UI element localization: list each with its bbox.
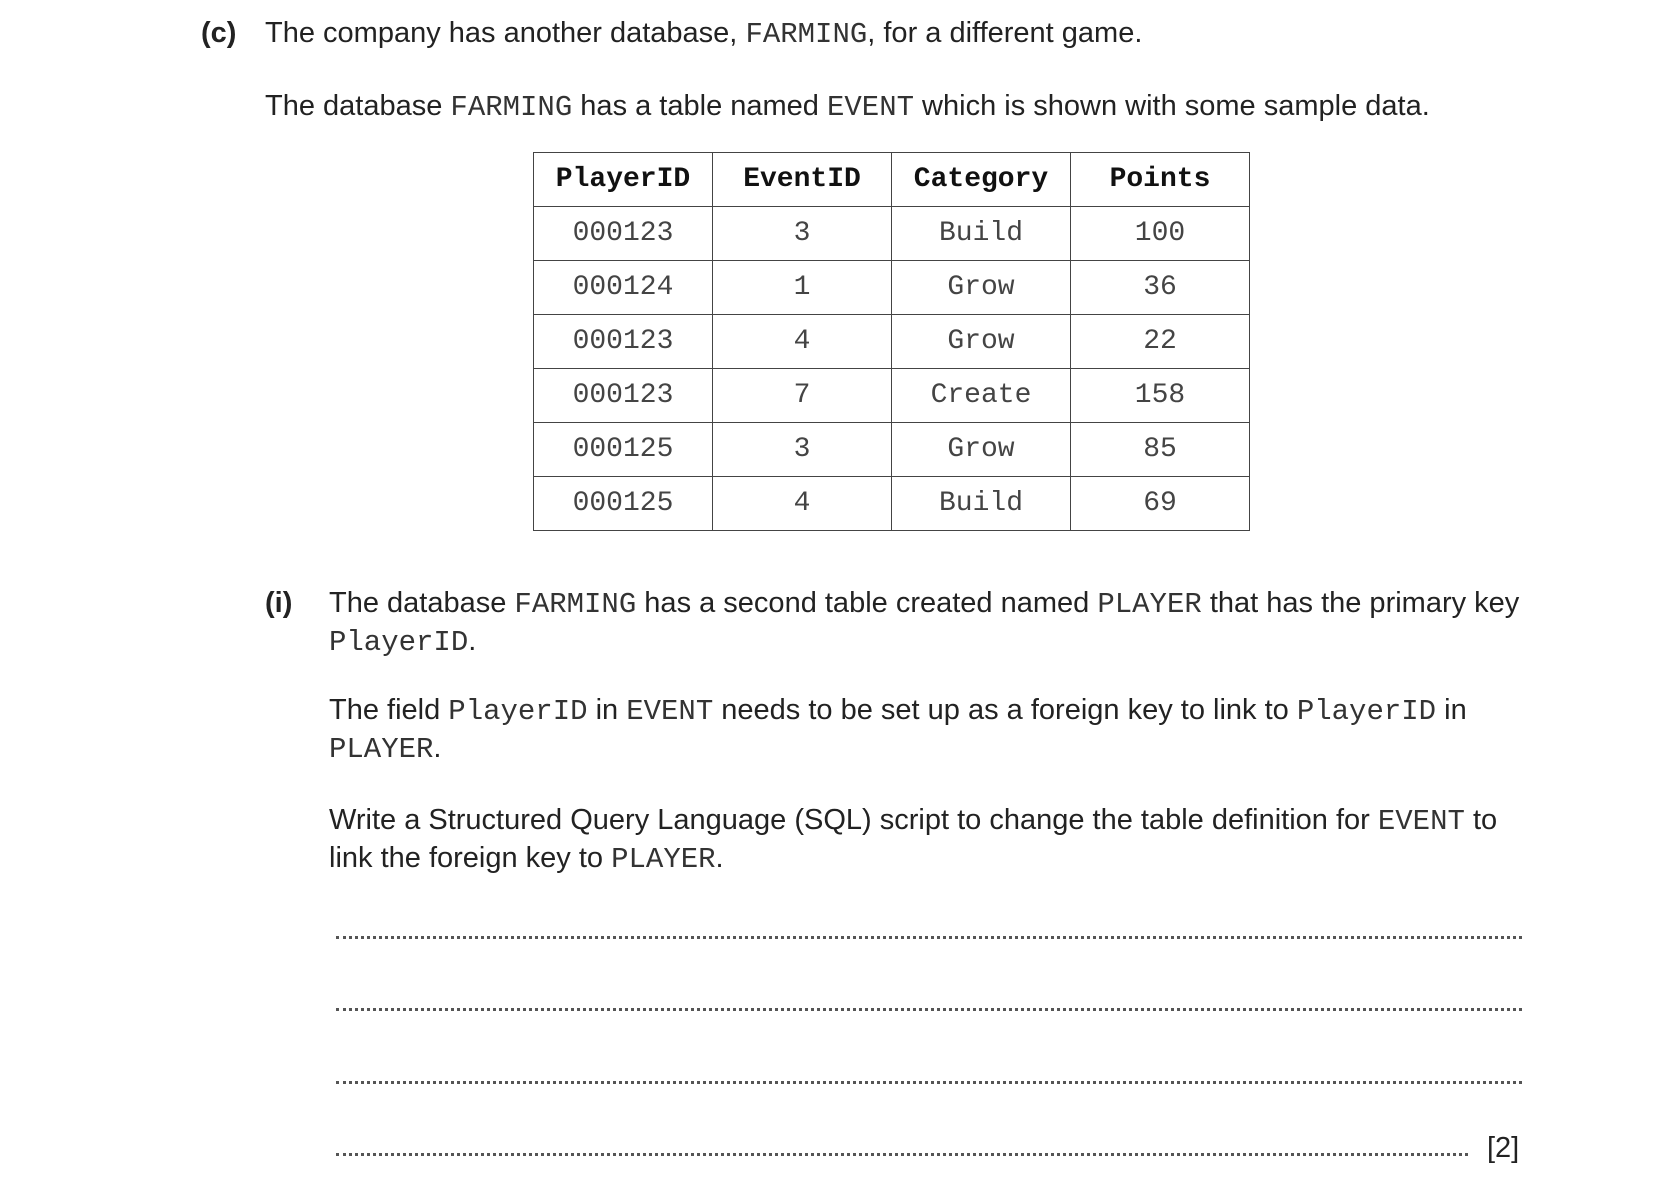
answer-line[interactable]	[336, 1008, 1522, 1011]
intro-text-end: , for a different game.	[867, 17, 1143, 49]
cell-playerid: 000123	[534, 315, 713, 369]
field-name: PlayerID	[329, 626, 469, 659]
q1-text-2: has a second table created named	[636, 587, 1098, 619]
question-paragraph-3	[329, 802, 1529, 878]
cell-category: Build	[892, 207, 1071, 261]
table-name: PLAYER	[329, 733, 434, 766]
cell-eventid: 4	[713, 315, 892, 369]
cell-playerid: 000123	[534, 207, 713, 261]
cell-playerid: 000123	[534, 369, 713, 423]
cell-category: Create	[892, 369, 1071, 423]
table-row	[534, 477, 1250, 531]
cell-eventid: 4	[713, 477, 892, 531]
cell-points: 85	[1071, 423, 1250, 477]
cell-playerid: 000125	[534, 423, 713, 477]
q2-text-4: in	[1436, 694, 1467, 726]
answer-line[interactable]	[336, 1153, 1468, 1156]
q2-text-2: in	[587, 694, 627, 726]
table-row	[534, 369, 1250, 423]
database-name: FARMING	[514, 588, 637, 621]
q1-text-4: .	[468, 625, 477, 657]
cell-eventid: 7	[713, 369, 892, 423]
table-name: PLAYER	[1097, 588, 1202, 621]
table-header-row	[534, 153, 1250, 207]
header-points: Points	[1071, 153, 1250, 207]
cell-eventid: 3	[713, 207, 892, 261]
q1-text-1: The database	[329, 587, 515, 619]
event-table	[533, 152, 1250, 531]
cell-points: 22	[1071, 315, 1250, 369]
desc-text-1: The database	[265, 90, 451, 122]
table-name: PLAYER	[611, 843, 716, 876]
desc-text-3: which is shown with some sample data.	[914, 90, 1430, 122]
cell-playerid: 000125	[534, 477, 713, 531]
marks-allocation: [2]	[1487, 1132, 1520, 1164]
q3-text-2: to link the foreign key to	[329, 804, 1498, 874]
table-row	[534, 315, 1250, 369]
q2-text-3: needs to be set up as a foreign key to link to	[713, 694, 1297, 726]
table-row	[534, 423, 1250, 477]
cell-points: 100	[1071, 207, 1250, 261]
question-paragraph-1	[329, 585, 1529, 661]
q2-text-1: The field	[329, 694, 449, 726]
q2-text-5: .	[433, 732, 442, 764]
cell-playerid: 000124	[534, 261, 713, 315]
cell-category: Grow	[892, 315, 1071, 369]
field-name: PlayerID	[1296, 695, 1437, 728]
field-name: PlayerID	[448, 695, 588, 728]
question-paragraph-2	[329, 692, 1529, 768]
cell-points: 69	[1071, 477, 1250, 531]
table-row	[534, 261, 1250, 315]
q1-text-3: that has the primary key	[1201, 587, 1520, 619]
header-category: Category	[892, 153, 1071, 207]
cell-eventid: 1	[713, 261, 892, 315]
table-description	[265, 88, 1430, 126]
part-i-label: (i)	[265, 587, 293, 619]
cell-points: 158	[1071, 369, 1250, 423]
q3-text-1: Write a Structured Query Language (SQL) script to change the table definition for	[329, 804, 1378, 836]
table-name: EVENT	[826, 91, 914, 124]
cell-points: 36	[1071, 261, 1250, 315]
q3-text-3: .	[715, 842, 724, 874]
answer-line[interactable]	[336, 1081, 1522, 1084]
intro-text	[265, 15, 1142, 53]
cell-category: Build	[892, 477, 1071, 531]
database-name: FARMING	[745, 18, 868, 51]
cell-category: Grow	[892, 423, 1071, 477]
table-name: EVENT	[1377, 805, 1465, 838]
table-row	[534, 207, 1250, 261]
header-playerid: PlayerID	[534, 153, 713, 207]
answer-line[interactable]	[336, 936, 1522, 939]
part-c-label: (c)	[201, 17, 237, 49]
cell-eventid: 3	[713, 423, 892, 477]
cell-category: Grow	[892, 261, 1071, 315]
header-eventid: EventID	[713, 153, 892, 207]
desc-text-2: has a table named	[572, 90, 827, 122]
intro-text-start: The company has another database,	[265, 17, 746, 49]
database-name: FARMING	[450, 91, 573, 124]
table-name: EVENT	[626, 695, 714, 728]
